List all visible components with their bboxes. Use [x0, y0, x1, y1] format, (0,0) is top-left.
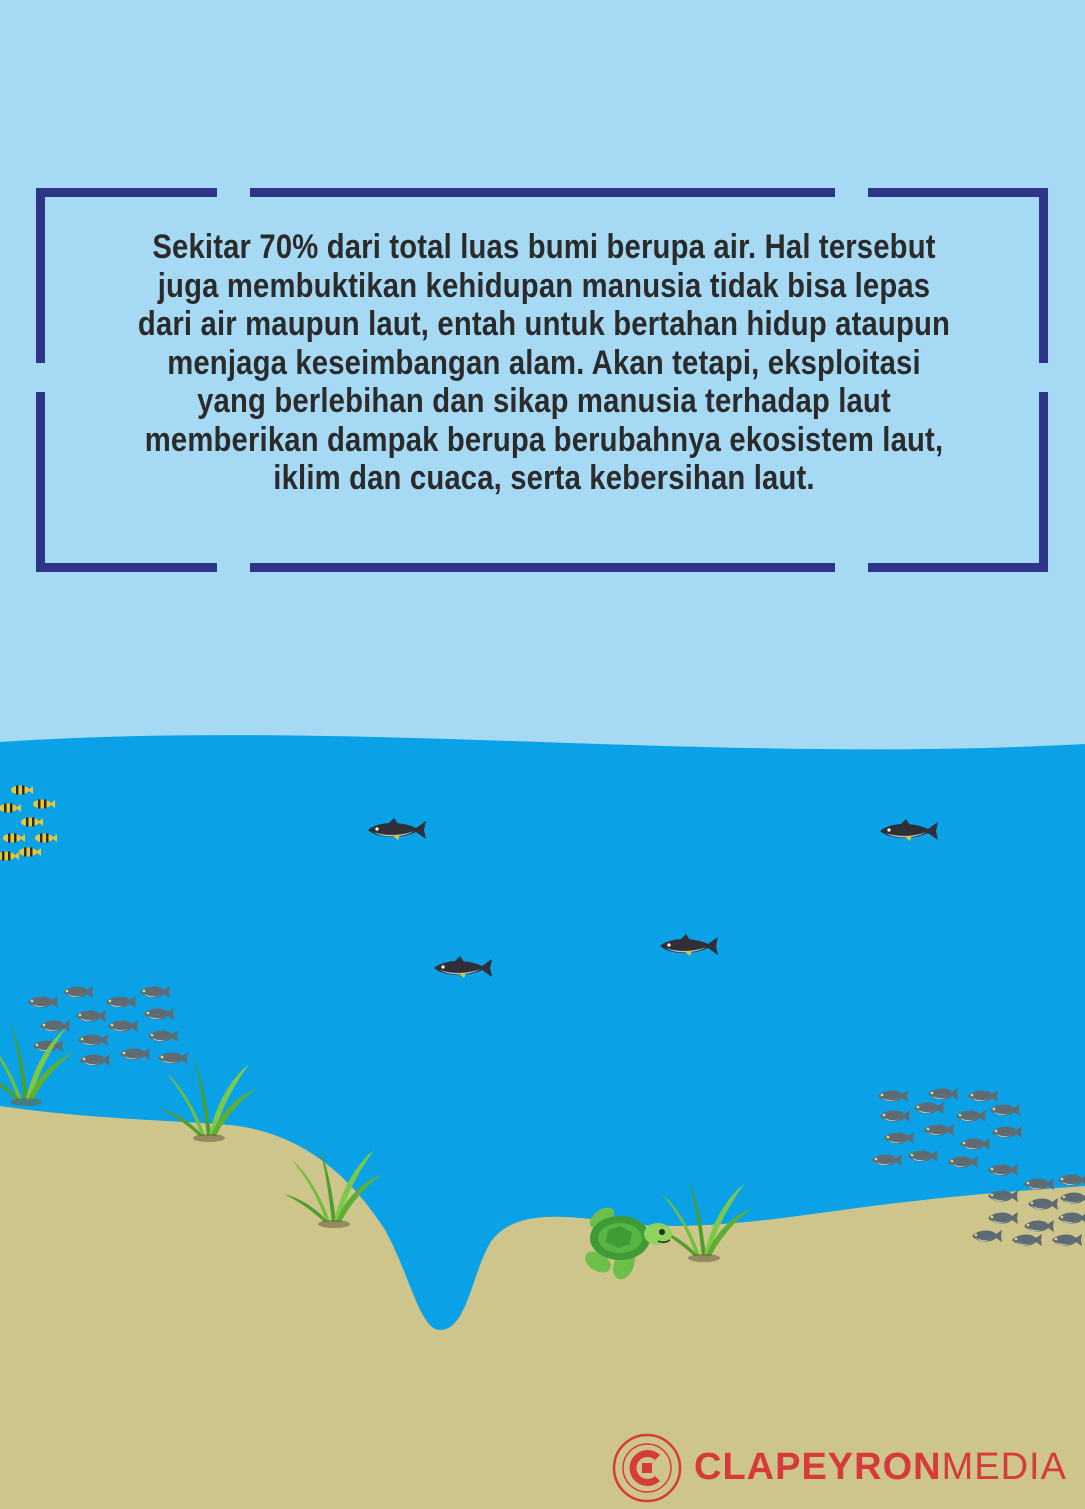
clapeyron-seal-icon: [612, 1433, 682, 1503]
logo-word-bold: CLAPEYRON: [694, 1446, 942, 1488]
clapeyron-media-logo: [612, 1433, 1067, 1503]
logo-word-light: MEDIA: [941, 1446, 1067, 1488]
intro-paragraph: Sekitar 70% dari total luas bumi berupa air. Hal tersebut juga membuktikan kehidupan manusia tidak bisa lepas dari air maupun laut, entah untuk bertahan hidup ataupun menjaga keseimbangan alam. Akan tetapi, eksploitasi yang berlebihan dan sikap manusia terhadap laut memberikan dampak berupa berubahnya ekosistem laut, iklim dan cuaca, serta kebersihan laut.: [137, 228, 951, 497]
